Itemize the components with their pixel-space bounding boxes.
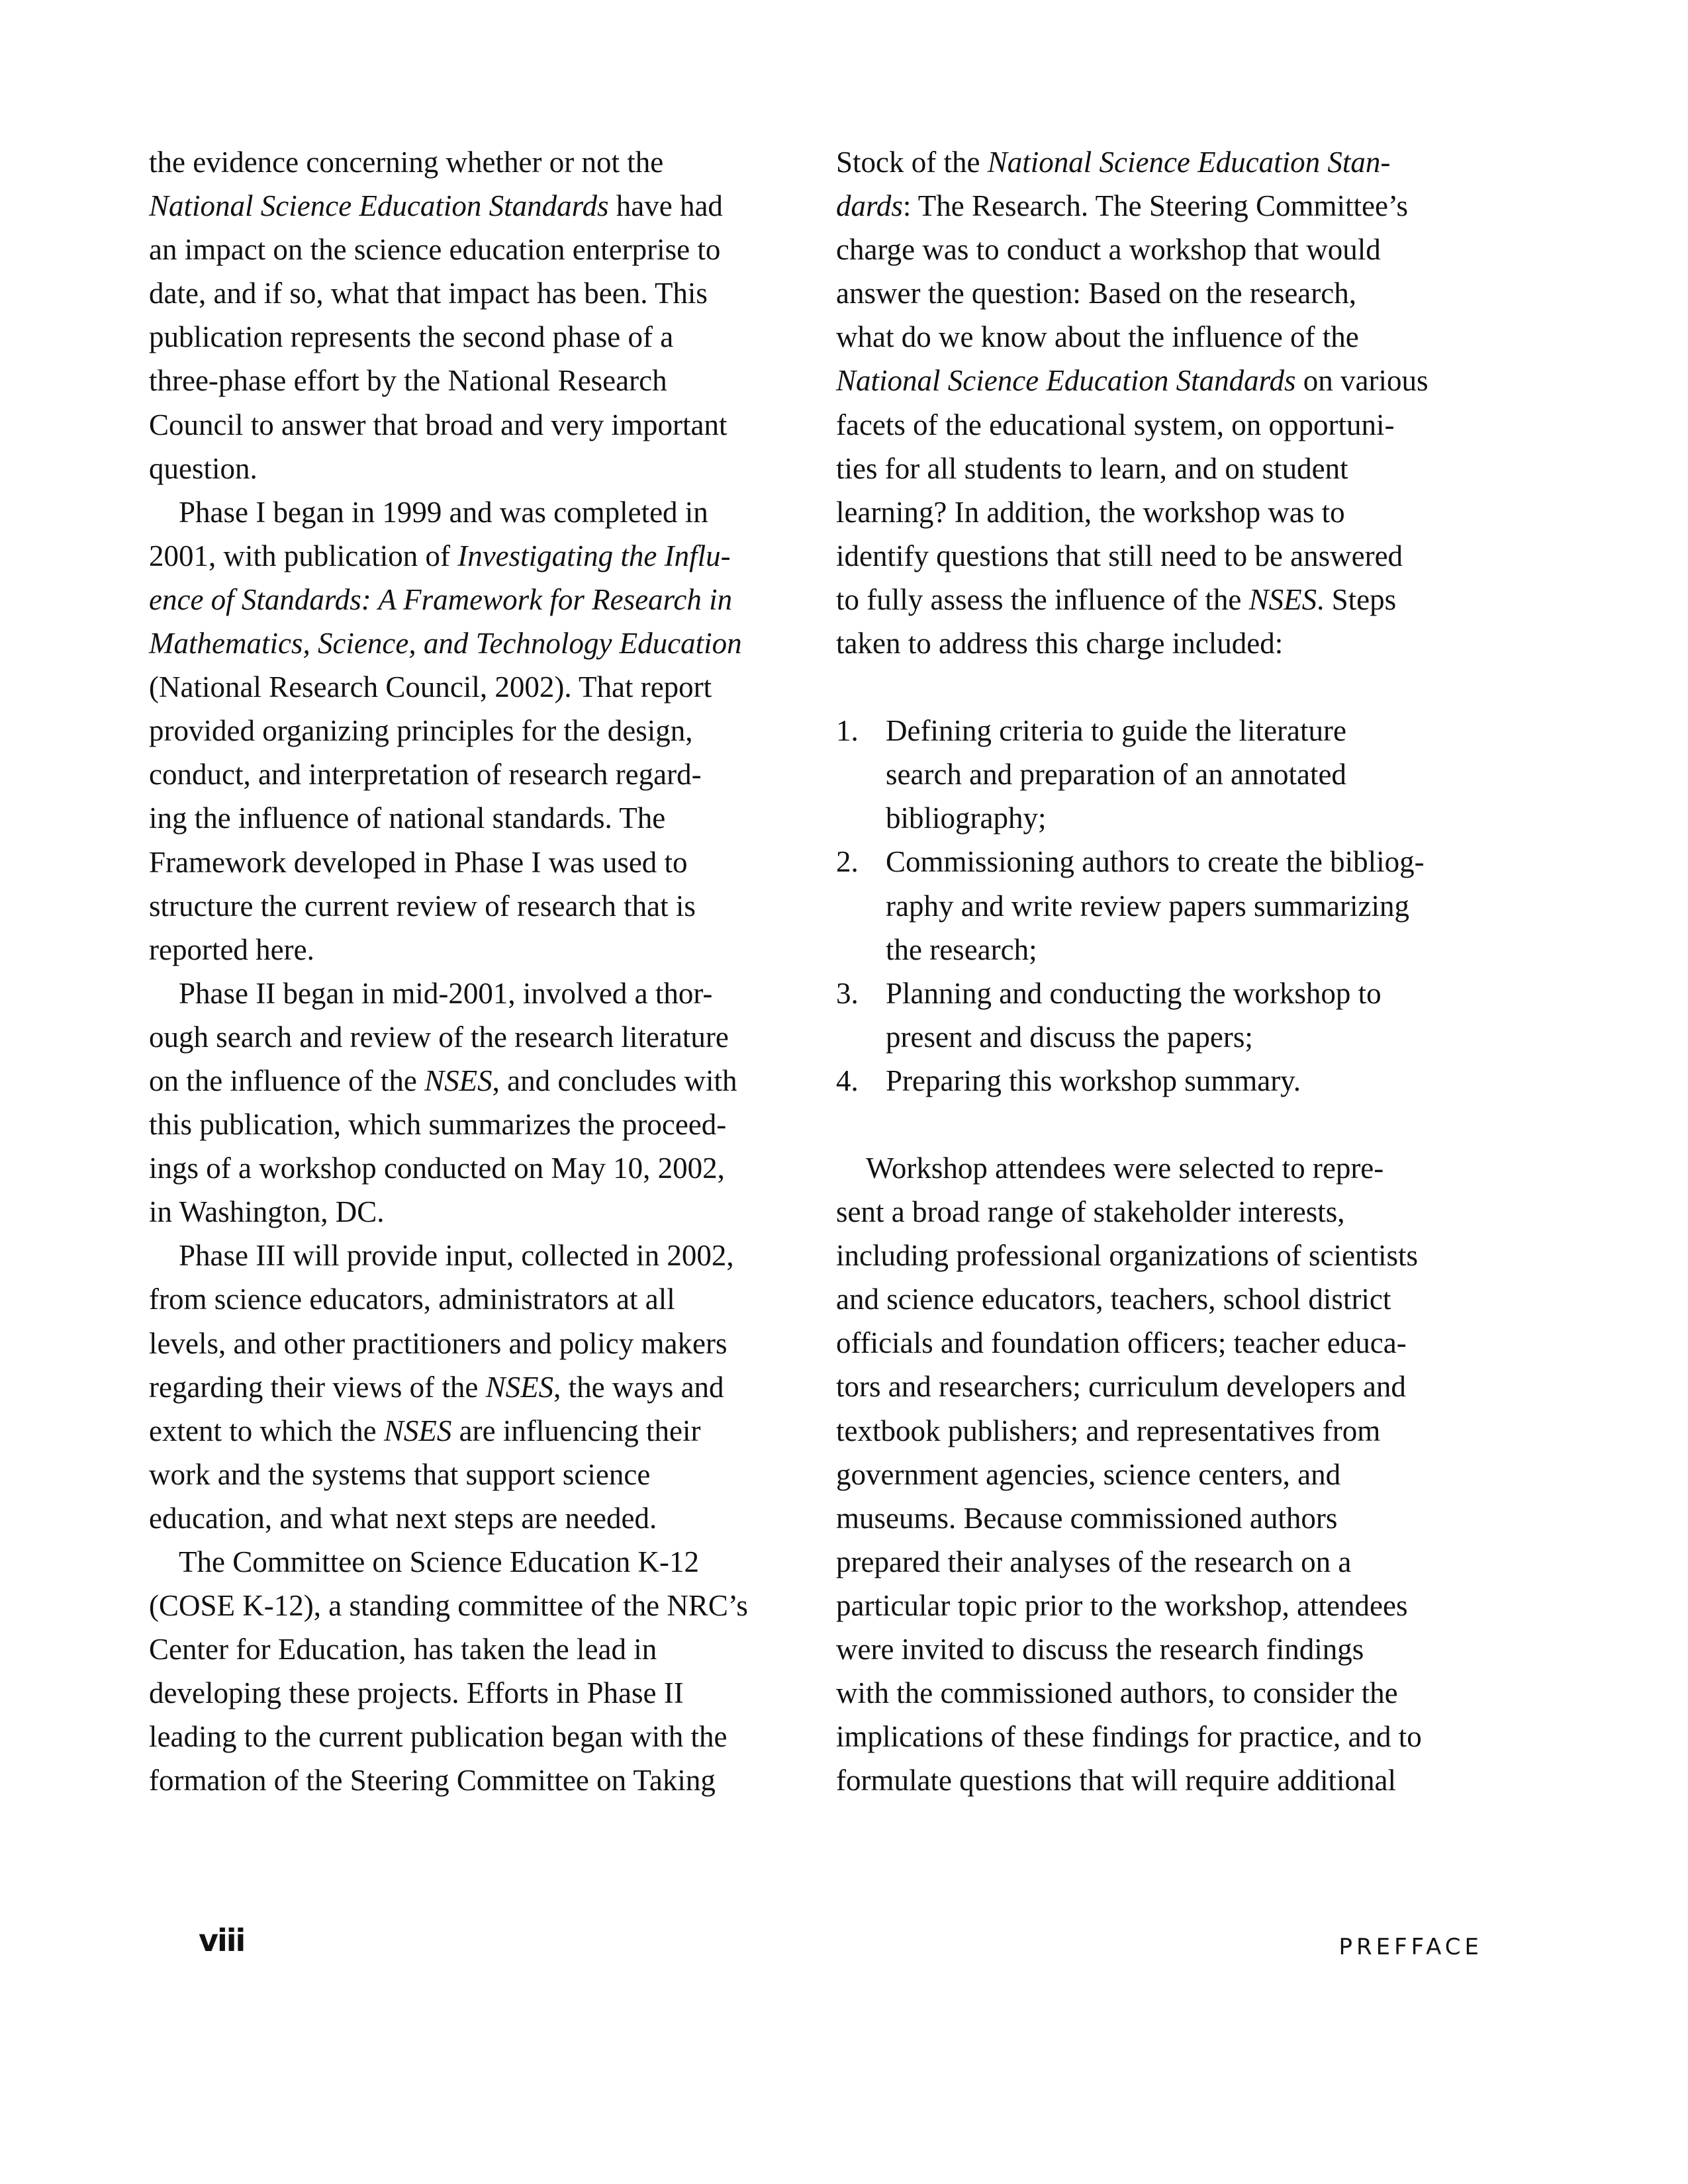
text-line: to fully assess the influence of the NSES. Steps: [836, 582, 1397, 616]
text-line: charge was to conduct a workshop that would: [836, 233, 1381, 267]
text-line: regarding their views of the NSES, the ways and: [149, 1370, 724, 1404]
paragraph: [149, 1234, 811, 1540]
list-number: 3.: [836, 976, 859, 1010]
text-line: question.: [149, 451, 258, 485]
text-line: implications of these findings for practice, and to: [836, 1720, 1422, 1754]
text-line: from science educators, administrators at all: [149, 1283, 675, 1316]
text-line: with the commissioned authors, to consider the: [836, 1676, 1398, 1710]
text-line: ings of a workshop conducted on May 10, 2002,: [149, 1152, 725, 1185]
page-number: viii: [199, 1923, 245, 1958]
text-line: Mathematics, Science, and Technology Education: [149, 627, 742, 660]
text-line: answer the question: Based on the research,: [836, 277, 1356, 310]
text-line: on the influence of the NSES, and concludes with: [149, 1064, 737, 1097]
right-intro-paragraph: [836, 140, 1498, 665]
text-line: (National Research Council, 2002). That report: [149, 670, 712, 704]
numbered-list: [836, 709, 1498, 1103]
text-line: raphy and write review papers summarizing: [886, 889, 1409, 923]
text-line: (COSE K-12), a standing committee of the NRC’s: [149, 1589, 748, 1623]
text-line: what do we know about the influence of the: [836, 320, 1359, 354]
text-line: museums. Because commissioned authors: [836, 1501, 1338, 1535]
text-line: extent to which the NSES are influencing their: [149, 1414, 701, 1447]
list-number: 2.: [836, 845, 859, 879]
text-line: Workshop attendees were selected to repre-: [866, 1151, 1384, 1185]
text-line: developing these projects. Efforts in Phase II: [149, 1676, 684, 1710]
text-line: particular topic prior to the workshop, attendees: [836, 1588, 1408, 1622]
text-line: reported here.: [149, 933, 314, 966]
text-line: Phase III will provide input, collected in 2002,: [179, 1239, 734, 1273]
text-line: this publication, which summarizes the proceed-: [149, 1108, 727, 1142]
text-line: present and discuss the papers;: [886, 1020, 1253, 1054]
text-line: ence of Standards: A Framework for Research in: [149, 582, 733, 616]
text-line: and science educators, teachers, school district: [836, 1283, 1391, 1316]
text-line: The Committee on Science Education K-12: [179, 1545, 700, 1578]
paragraph: [836, 140, 1498, 665]
paragraph: [149, 140, 811, 490]
text-line: sent a broad range of stakeholder interests,: [836, 1195, 1345, 1229]
text-line: prepared their analyses of the research on a: [836, 1545, 1352, 1578]
text-line: levels, and other practitioners and policy makers: [149, 1326, 727, 1360]
text-line: taken to address this charge included:: [836, 627, 1284, 660]
text-line: tors and researchers; curriculum developers and: [836, 1370, 1406, 1404]
text-line: ing the influence of national standards. The: [149, 801, 666, 835]
text-line: publication represents the second phase of a: [149, 320, 674, 354]
text-line: 2001, with publication of Investigating the Influ-: [149, 539, 731, 572]
text-line: facets of the educational system, on opportuni-: [836, 408, 1395, 441]
text-line: structure the current review of research that is: [149, 889, 696, 923]
left-column: [149, 140, 811, 1803]
list-item: [836, 1059, 1498, 1103]
text-line: including professional organizations of scientists: [836, 1239, 1419, 1273]
text-line: dards: The Research. The Steering Committee’s: [836, 189, 1409, 223]
text-line: leading to the current publication began with the: [149, 1720, 727, 1754]
text-line: identify questions that still need to be answered: [836, 539, 1403, 572]
text-line: Defining criteria to guide the literature: [886, 714, 1346, 748]
text-line: Preparing this workshop summary.: [886, 1064, 1301, 1097]
list-item: [836, 972, 1498, 1059]
list-number: 1.: [836, 714, 859, 748]
text-line: date, and if so, what that impact has been. This: [149, 277, 708, 310]
text-line: Center for Education, has taken the lead in: [149, 1633, 657, 1666]
list-number: 4.: [836, 1064, 859, 1097]
text-line: officials and foundation officers; teacher educa-: [836, 1326, 1407, 1360]
paragraph: [149, 1540, 811, 1803]
text-line: were invited to discuss the research findings: [836, 1633, 1364, 1666]
text-line: provided organizing principles for the design,: [149, 714, 693, 748]
text-line: Council to answer that broad and very important: [149, 408, 727, 441]
text-line: Phase II began in mid-2001, involved a thor-: [179, 976, 713, 1010]
text-line: National Science Education Standards on various: [836, 364, 1429, 398]
text-line: Commissioning authors to create the bibliog-: [886, 845, 1425, 879]
text-line: National Science Education Standards have had: [149, 189, 723, 223]
text-line: education, and what next steps are needed.: [149, 1501, 657, 1535]
text-line: the research;: [886, 933, 1037, 966]
paragraph: [149, 490, 811, 972]
right-column: [836, 140, 1498, 1802]
workshop-attendees-paragraph: [836, 1146, 1498, 1802]
text-line: Planning and conducting the workshop to: [886, 976, 1382, 1010]
text-line: the evidence concerning whether or not the: [149, 146, 664, 179]
text-line: Stock of the National Science Education Stan-: [836, 146, 1391, 179]
text-line: search and preparation of an annotated: [886, 758, 1346, 792]
text-line: an impact on the science education enterprise to: [149, 233, 721, 267]
text-line: Phase I began in 1999 and was completed in: [179, 495, 708, 529]
text-line: formation of the Steering Committee on Taking: [149, 1764, 716, 1797]
text-line: ough search and review of the research literature: [149, 1020, 729, 1054]
text-line: in Washington, DC.: [149, 1195, 385, 1229]
paragraph: [836, 1146, 1498, 1802]
text-line: textbook publishers; and representatives from: [836, 1414, 1381, 1447]
text-line: ties for all students to learn, and on student: [836, 451, 1348, 485]
list-item: [836, 840, 1498, 971]
list-item: [836, 709, 1498, 840]
text-line: government agencies, science centers, and: [836, 1457, 1341, 1491]
text-line: bibliography;: [886, 801, 1047, 835]
text-line: conduct, and interpretation of research regard-: [149, 758, 702, 792]
paragraph: [149, 972, 811, 1234]
text-line: learning? In addition, the workshop was to: [836, 495, 1345, 529]
text-line: formulate questions that will require additional: [836, 1764, 1397, 1797]
text-line: Framework developed in Phase I was used to: [149, 845, 688, 879]
text-line: three-phase effort by the National Research: [149, 364, 667, 398]
running-head: PREFFACE: [1338, 1934, 1483, 1960]
text-line: work and the systems that support science: [149, 1457, 651, 1491]
